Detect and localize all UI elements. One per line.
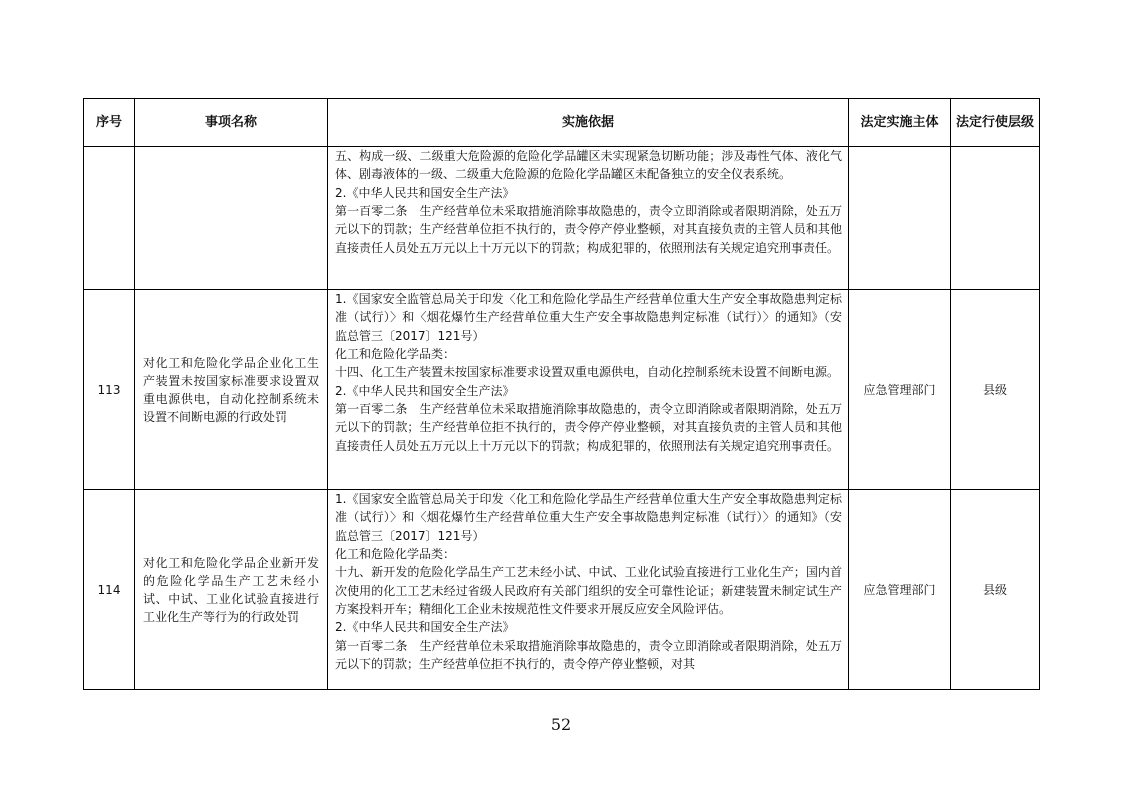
basis-paragraph: 1.《国家安全监管总局关于印发〈化工和危险化学品生产经营单位重大生产安全事故隐患判定标准（试行）〉和〈烟花爆竹生产经营单位重大生产安全事故隐患判定标准（试行）〉的通知》（安监总管三〔2017〕121号） — [335, 292, 842, 343]
header-no: 序号 — [84, 99, 135, 147]
basis-paragraph: 十四、化工生产装置未按国家标准要求设置双重电源供电，自动化控制系统未设置不间断电源。 — [335, 365, 840, 380]
row-level: 县级 — [951, 490, 1040, 690]
header-level: 法定行使层级 — [951, 99, 1040, 147]
row-basis — [328, 490, 849, 690]
basis-paragraph: 十九、新开发的危险化学品生产工艺未经小试、中试、工业化试验直接进行工业化生产；国内首次使用的化工工艺未经过省级人民政府有关部门组织的安全可靠性论证；新建装置未制定试生产方案投料开车；精细化工企业未按规范性文件要求开展反应安全风险评估。 — [335, 565, 842, 617]
row-implementing-body: 应急管理部门 — [849, 290, 951, 490]
row-item-name: 对化工和危险化学品企业化工生产装置未按国家标准要求设置双重电源供电，自动化控制系统未设置不间断电源的行政处罚 — [135, 290, 328, 490]
basis-paragraph: 五、构成一级、二级重大危险源的危险化学品罐区未实现紧急切断功能；涉及毒性气体、液化气体、剧毒液体的一级、二级重大危险源的危险化学品罐区未配备独立的安全仪表系统。 — [335, 149, 842, 182]
basis-paragraph: 第一百零二条 生产经营单位未采取措施消除事故隐患的，责令立即消除或者限期消除，处五万元以下的罚款；生产经营单位拒不执行的，责令停产停业整顿，对其直接负责的主管人员和其他直接责任人员处五万元以上十万元以下的罚款；构成犯罪的，依照刑法有关规定追究刑事责任。 — [335, 204, 842, 255]
row-basis — [328, 290, 849, 490]
table-header-row — [84, 99, 1040, 147]
table-row-113 — [84, 290, 1040, 490]
row-item-name — [135, 147, 328, 290]
table-row-114 — [84, 490, 1040, 690]
basis-paragraph: 1.《国家安全监管总局关于印发〈化工和危险化学品生产经营单位重大生产安全事故隐患判定标准（试行）〉和〈烟花爆竹生产经营单位重大生产安全事故隐患判定标准（试行）〉的通知》（安监总管三〔2017〕121号） — [335, 492, 842, 543]
row-level: 县级 — [951, 290, 1040, 490]
row-item-name: 对化工和危险化学品企业新开发的危险化学品生产工艺未经小试、中试、工业化试验直接进行工业化生产等行为的行政处罚 — [135, 490, 328, 690]
table-row-continuation — [84, 147, 1040, 290]
enforcement-items-table — [83, 98, 1040, 690]
basis-paragraph: 2.《中华人民共和国安全生产法》 — [335, 620, 515, 635]
header-item-name: 事项名称 — [135, 99, 328, 147]
basis-paragraph: 化工和危险化学品类： — [335, 347, 456, 362]
basis-paragraph: 2.《中华人民共和国安全生产法》 — [335, 383, 515, 398]
basis-paragraph: 第一百零二条 生产经营单位未采取措施消除事故隐患的，责令立即消除或者限期消除，处五万元以下的罚款；生产经营单位拒不执行的，责令停产停业整顿，对其直接负责的主管人员和其他直接责任人员处五万元以上十万元以下的罚款；构成犯罪的，依照刑法有关规定追究刑事责任。 — [335, 402, 842, 453]
row-no: 114 — [84, 490, 135, 690]
row-level — [951, 147, 1040, 290]
basis-paragraph: 第一百零二条 生产经营单位未采取措施消除事故隐患的，责令立即消除或者限期消除，处五万元以下的罚款；生产经营单位拒不执行的，责令停产停业整顿，对其 — [335, 638, 842, 672]
row-no: 113 — [84, 290, 135, 490]
header-basis: 实施依据 — [328, 99, 849, 147]
basis-paragraph: 化工和危险化学品类： — [335, 547, 456, 562]
basis-paragraph: 2.《中华人民共和国安全生产法》 — [335, 185, 515, 200]
row-no — [84, 147, 135, 290]
header-implementing-body: 法定实施主体 — [849, 99, 951, 147]
row-basis — [328, 147, 849, 290]
row-implementing-body: 应急管理部门 — [849, 490, 951, 690]
page-number: 52 — [550, 715, 572, 734]
row-implementing-body — [849, 147, 951, 290]
